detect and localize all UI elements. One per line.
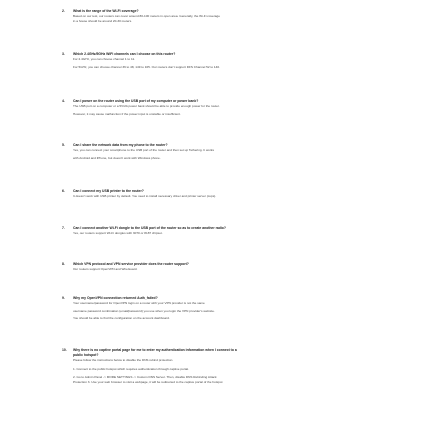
faq-answer xyxy=(73,267,380,272)
faq-answer-line: username password combination (email/password) you use when you login the VPN provider's website. xyxy=(73,308,215,313)
faq-answer xyxy=(73,57,380,70)
faq-answer xyxy=(73,194,380,199)
faq-question-text: Which 2.4GHz/5GHz WiFi channels can I choose on this router? xyxy=(73,52,176,56)
faq-number: 6. xyxy=(62,189,65,193)
faq-question-text: Which VPN protocol and VPN service provider does the router support? xyxy=(73,262,189,266)
faq-number: 3. xyxy=(62,52,65,56)
faq-question-line: public hotspot? xyxy=(73,353,99,357)
faq-answer-line: Based on our test, our routers can cover around 80-100 meters in open area. Generally, the Wi-Fi coverage xyxy=(73,14,220,18)
faq-answer-line: in a house should be around 20-30 meters. xyxy=(73,19,132,24)
faq-number: 5. xyxy=(62,143,65,147)
faq-answer-line: However, it may cause malfunction if the power input is unstable or insufficient. xyxy=(73,111,181,116)
faq-item xyxy=(62,189,380,199)
faq-answer-line: Your username/password for OpenVPN login on a router with your VPN provider is not the same xyxy=(73,301,205,305)
faq-answer-line: Protection 3. Use your web browser to visit a webpage, it will be redirected to the captive portal of the hotspot xyxy=(73,380,223,385)
faq-item xyxy=(62,296,380,321)
faq-answer-line: For 5GHz, you can choose channel 36 to 48, 149 to 165. Our routers don't support DFS Channel 52 to 140. xyxy=(73,64,220,69)
faq-question-text: Can I share the network data from my phone to the router? xyxy=(73,143,168,147)
faq-number: 9. xyxy=(62,296,65,300)
faq-answer xyxy=(73,148,380,161)
faq-answer-line: Please follow the instructions below to disable the DNS rebind protection. xyxy=(73,358,174,362)
faq-item xyxy=(62,99,380,117)
faq-number: 7. xyxy=(62,226,65,230)
faq-answer-line: Yes, you can connect your smartphone to the USB port of the router and then set up Tethering. It works xyxy=(73,148,215,152)
faq-answer-line: Yes, our routers support Wi-Fi dongles with 3070 or 8187 chipset. xyxy=(73,231,163,235)
faq-answer xyxy=(73,301,380,321)
faq-number: 2. xyxy=(62,9,65,13)
faq-number: 10. xyxy=(62,348,67,352)
faq-answer-line: You should be able to find the configuration on the account dashboard. xyxy=(73,316,170,321)
faq-item xyxy=(62,262,380,272)
faq-answer xyxy=(73,231,380,236)
faq-answer-line: with Android and iPhone, but doesn't work with Windows phone. xyxy=(73,155,161,160)
faq-answer xyxy=(73,358,380,386)
faq-question-text: What is the range of the Wi-Fi coverage? xyxy=(73,9,139,13)
faq-item xyxy=(62,52,380,70)
faq-answer-line: 1. Connect to the public hotspot which requires authentication through captive portal. xyxy=(73,366,189,371)
faq-answer-line: Our routers support OpenVPN and WireGuard. xyxy=(73,267,138,271)
faq-answer-line: It doesn't work with USB printer by default. You need to install necessary driver and printer server (cups). xyxy=(73,194,217,198)
faq-answer-line: For 2.4GHz, you can choose channel 1 to 11. xyxy=(73,57,136,61)
faq-item xyxy=(62,226,380,236)
faq-item xyxy=(62,348,380,386)
faq-question-text: Can I connect another Wi-Fi dongle to the USB port of the router so as to create another radio? xyxy=(73,226,226,230)
faq-question-text xyxy=(73,348,380,358)
faq-item xyxy=(62,9,380,24)
faq-answer-line: 2. Go to Admin Panel -> MORE SETTINGS -> Custom DNS Server. Then, disable DNS Rebinding Attack xyxy=(73,375,217,380)
faq-answer-line: The USB port on a computer or a 5V/2A power bank should be able to provide enough power for the router. xyxy=(73,104,220,108)
faq-question xyxy=(62,348,380,358)
faq-answer xyxy=(73,14,380,24)
faq-number: 8. xyxy=(62,262,65,266)
faq-question-line: Why there is no captive portal page for me to enter my authentication information when I connect to a xyxy=(73,348,237,352)
faq-question-text: Can I power on the router using the USB port of my computer or power bank? xyxy=(73,99,199,103)
faq-answer xyxy=(73,104,380,117)
faq-item xyxy=(62,143,380,161)
faq-question-text: Can I connect my USB printer to the router? xyxy=(73,189,144,193)
faq-number: 4. xyxy=(62,99,65,103)
faq-question-text: Why my OpenVPN connection returned Auth_failed? xyxy=(73,296,158,300)
